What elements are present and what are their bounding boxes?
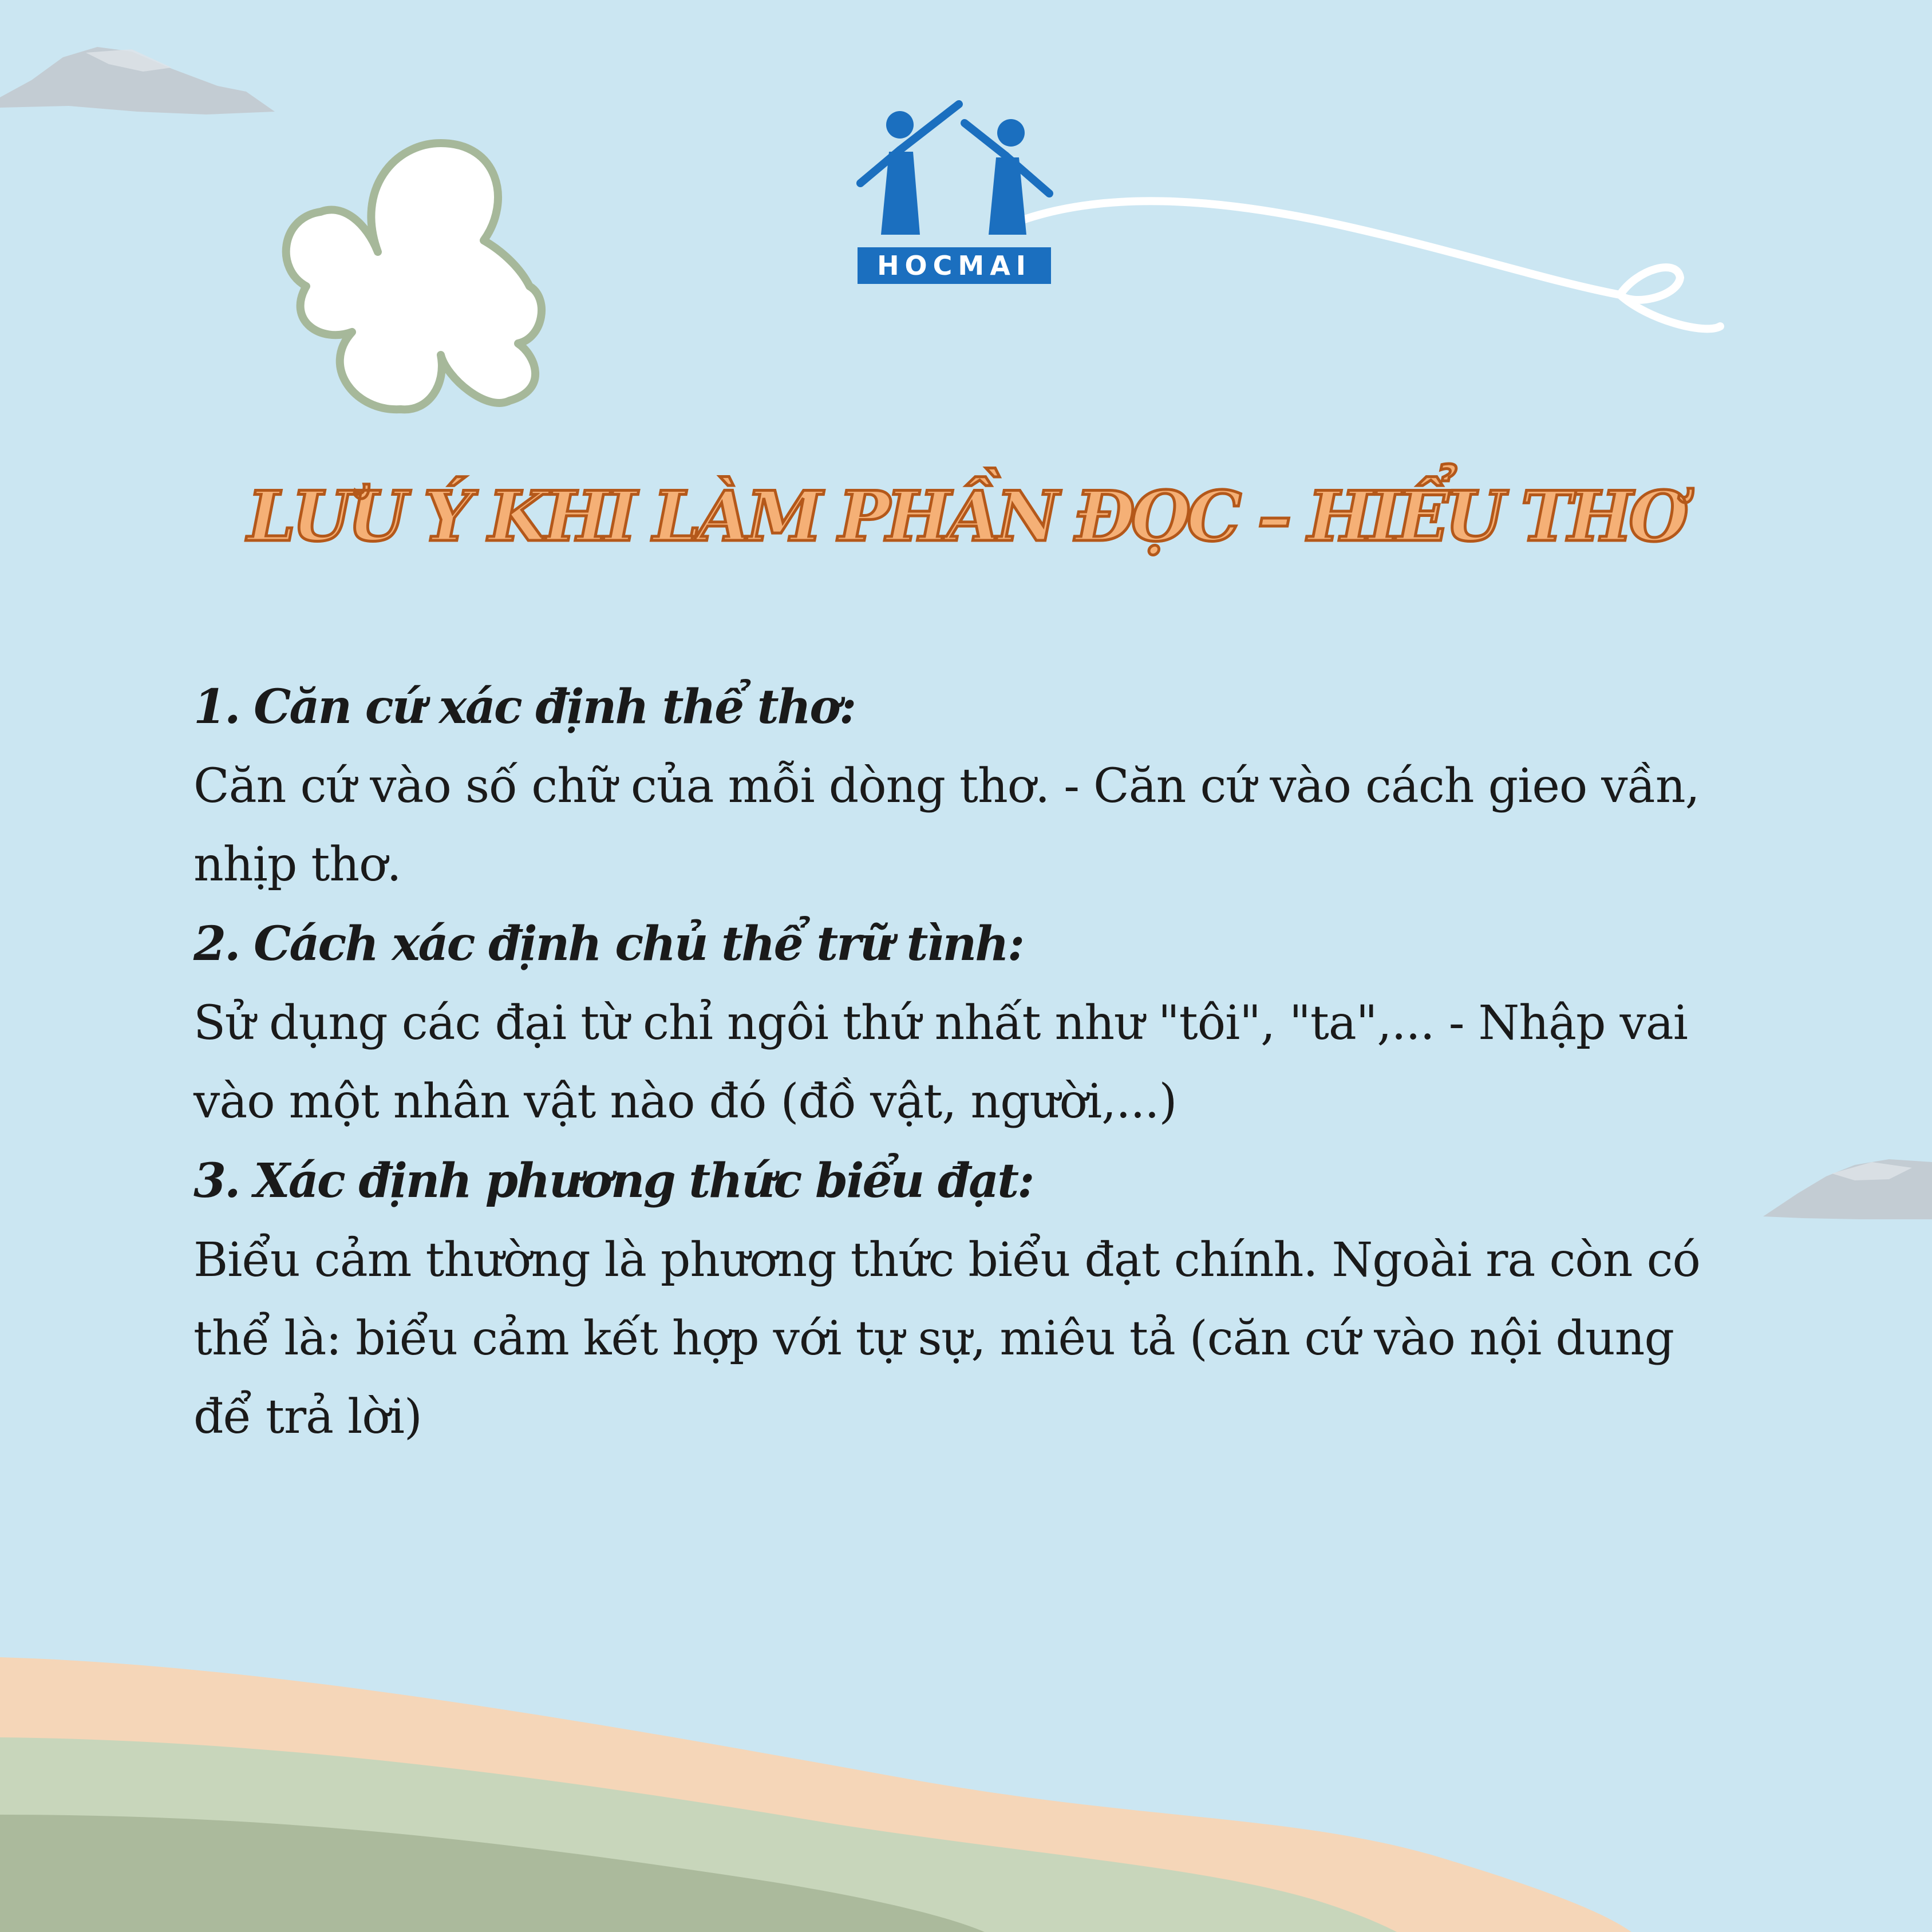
logo-text: HOCMAI [877,250,1032,281]
tips-content [193,667,1739,1456]
waves [0,1657,1631,1932]
cloud-icon [1763,1159,1932,1219]
section-lyrical-subject [193,904,1739,1141]
flower-icon [286,143,542,409]
section-heading: 1. Căn cứ xác định thể thơ: [193,679,855,734]
hocmai-logo[interactable] [856,97,1053,289]
section-expression-mode [193,1141,1739,1456]
section-body: Căn cứ vào số chữ của mỗi dòng thơ. - Căn cứ vào cách gieo vần, nhịp thơ. [193,759,1700,892]
cloud-icon [0,47,275,114]
section-body: Sử dụng các đại từ chỉ ngôi thứ nhất như "tôi", "ta",... - Nhập vai vào một nhân vật nào đó (đồ vật, người,...) [193,996,1688,1129]
section-poem-form [193,667,1739,904]
section-heading: 3. Xác định phương thức biểu đạt: [193,1153,1033,1208]
swirl-line [1025,201,1720,329]
logo-wordmark [858,247,1051,284]
section-heading: 2. Cách xác định chủ thể trữ tình: [193,916,1024,971]
section-body: Biểu cảm thường là phương thức biểu đạt chính. Ngoài ra còn có thể là: biểu cảm kết hợp với tự sự, miêu tả (căn cứ vào nội dung để trả lời) [193,1233,1700,1444]
two-people-house-icon [856,97,1053,247]
page-title: LƯU Ý KHI LÀM PHẦN ĐỌC – HIỂU THƠ [247,476,1685,557]
